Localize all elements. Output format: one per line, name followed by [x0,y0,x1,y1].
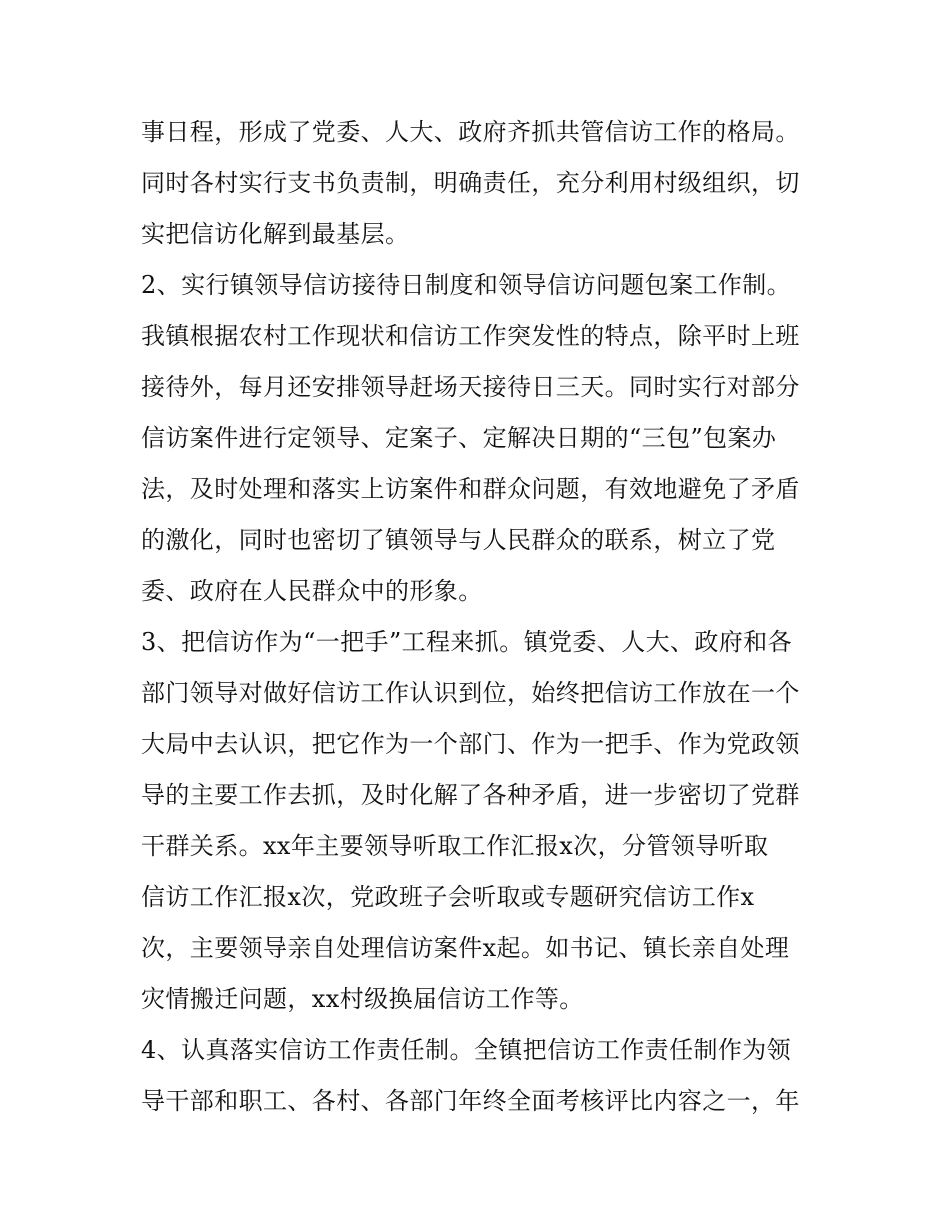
text-line: 干群关系。xx年主要领导听取工作汇报x次，分管领导听取 [141,832,769,860]
text-line: 同时各村实行支书负责制，明确责任，充分利用村级组织，切 [141,169,800,197]
text-line: 的激化，同时也密切了镇领导与人民群众的联系，树立了党 [141,526,776,554]
text-line: 4、认真落实信访工作责任制。全镇把信访工作责任制作为领 [141,1036,792,1064]
text-line: 3、把信访作为“一把手”工程来抓。镇党委、人大、政府和各 [141,628,793,656]
text-line: 信访工作汇报x次，党政班子会听取或专题研究信访工作x [141,883,755,911]
text-line: 部门领导对做好信访工作认识到位，始终把信访工作放在一个 [141,679,800,707]
text-line: 导的主要工作去抓，及时化解了各种矛盾，进一步密切了党群 [141,781,800,809]
text-line: 信访案件进行定领导、定案子、定解决日期的“三包”包案办 [141,424,777,452]
text-line: 次，主要领导亲自处理信访案件x起。如书记、镇长亲自处理 [141,934,790,962]
text-line: 事日程，形成了党委、人大、政府齐抓共管信访工作的格局。 [141,118,800,146]
text-line: 灾情搬迁问题，xx村级换届信访工作等。 [141,985,584,1013]
text-line: 大局中去认识，把它作为一个部门、作为一把手、作为党政领 [141,730,800,758]
text-line: 2、实行镇领导信访接待日制度和领导信访问题包案工作制。 [141,271,792,299]
text-line: 委、政府在人民群众中的形象。 [141,577,483,605]
text-line: 我镇根据农村工作现状和信访工作突发性的特点，除平时上班 [141,322,800,350]
text-line: 导干部和职工、各村、各部门年终全面考核评比内容之一，年 [141,1087,800,1115]
document-body [141,107,821,1127]
text-line: 法，及时处理和落实上访案件和群众问题，有效地避免了矛盾 [141,475,800,503]
text-line: 接待外，每月还安排领导赶场天接待日三天。同时实行对部分 [141,373,800,401]
text-line: 实把信访化解到最基层。 [141,220,410,248]
